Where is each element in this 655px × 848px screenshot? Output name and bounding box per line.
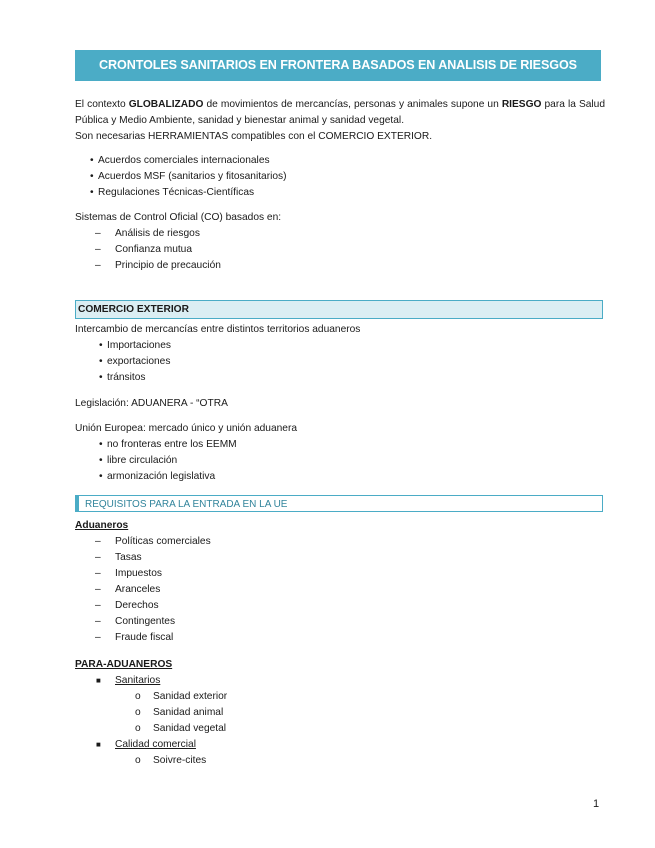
legislacion-block	[75, 396, 605, 412]
intro-section	[75, 97, 605, 145]
list-item: • exportaciones	[107, 354, 637, 370]
legislacion-text: Legislación: ADUANERA - “OTRA	[75, 398, 228, 409]
list-item: – Aranceles	[95, 584, 161, 595]
ue-block	[75, 421, 605, 437]
list-item: • libre circulación	[107, 453, 637, 469]
intro-text: El contexto	[75, 99, 129, 110]
intro-paragraph-2: Son necesarias HERRAMIENTAS compatibles con el COMERCIO EXTERIOR.	[75, 131, 433, 142]
comercio-list	[107, 338, 637, 386]
systems-section	[75, 210, 605, 274]
intro-paragraph	[75, 97, 605, 129]
calidad-label: Calidad comercial	[115, 739, 196, 750]
list-item: ■ Calidad comercial	[96, 739, 196, 750]
page-title: CRONTOLES SANITARIOS EN FRONTERA BASADOS EN ANALISIS DE RIESGOS	[75, 50, 601, 81]
list-item: ■ Sanitarios	[96, 675, 161, 686]
para-aduaneros-section	[75, 657, 605, 769]
list-item: – Tasas	[95, 552, 142, 563]
list-item: – Fraude fiscal	[95, 632, 174, 643]
list-item: o Sanidad vegetal	[135, 723, 227, 734]
aduaneros-section	[75, 518, 605, 646]
intro-globalizado: GLOBALIZADO	[128, 99, 204, 110]
list-item: – Derechos	[95, 600, 159, 611]
section-heading-comercio: COMERCIO EXTERIOR	[75, 300, 603, 319]
comercio-section	[75, 322, 605, 338]
list-item: • Regulaciones Técnicas-Científicas	[98, 185, 628, 201]
section-heading-requisitos: REQUISITOS PARA LA ENTRADA EN LA UE	[75, 495, 603, 512]
list-item: • armonización legislativa	[107, 469, 637, 485]
list-item: • Importaciones	[107, 338, 637, 354]
aduaneros-label: Aduaneros	[75, 520, 129, 531]
list-item: • Acuerdos comerciales internacionales	[98, 153, 628, 169]
ue-text: Unión Europea: mercado único y unión aduanera	[75, 423, 298, 434]
list-item: o Soivre-cites	[135, 755, 207, 766]
list-item: – Políticas comerciales	[95, 536, 211, 547]
para-aduaneros-label: PARA-ADUANEROS	[75, 659, 173, 670]
list-item: – Contingentes	[95, 616, 176, 627]
list-item: – Impuestos	[95, 568, 162, 579]
intro-bullet-list	[98, 153, 628, 201]
list-item: – Confianza mutua	[95, 244, 193, 255]
list-item: • Acuerdos MSF (sanitarios y fitosanitarios)	[98, 169, 628, 185]
ue-list	[107, 437, 637, 485]
intercambio-text: Intercambio de mercancías entre distintos territorios aduaneros	[75, 324, 361, 335]
intro-riesgo: RIESGO	[501, 99, 542, 110]
list-item: – Análisis de riesgos	[95, 228, 200, 239]
list-item: – Principio de precaución	[95, 260, 221, 271]
list-item: o Sanidad exterior	[135, 691, 228, 702]
list-item: • tránsitos	[107, 370, 637, 386]
list-item: • no fronteras entre los EEMM	[107, 437, 637, 453]
page-number: 1	[593, 798, 600, 810]
list-item: o Sanidad animal	[135, 707, 224, 718]
intro-text: para la Salud Pública y Medio Ambiente, sanidad y bienestar animal y sanidad vegetal.	[75, 99, 605, 126]
systems-label: Sistemas de Control Oficial (CO) basados en:	[75, 212, 282, 223]
intro-text: de movimientos de mercancías, personas y animales supone un	[203, 99, 502, 110]
sanitarios-label: Sanitarios	[115, 675, 161, 686]
